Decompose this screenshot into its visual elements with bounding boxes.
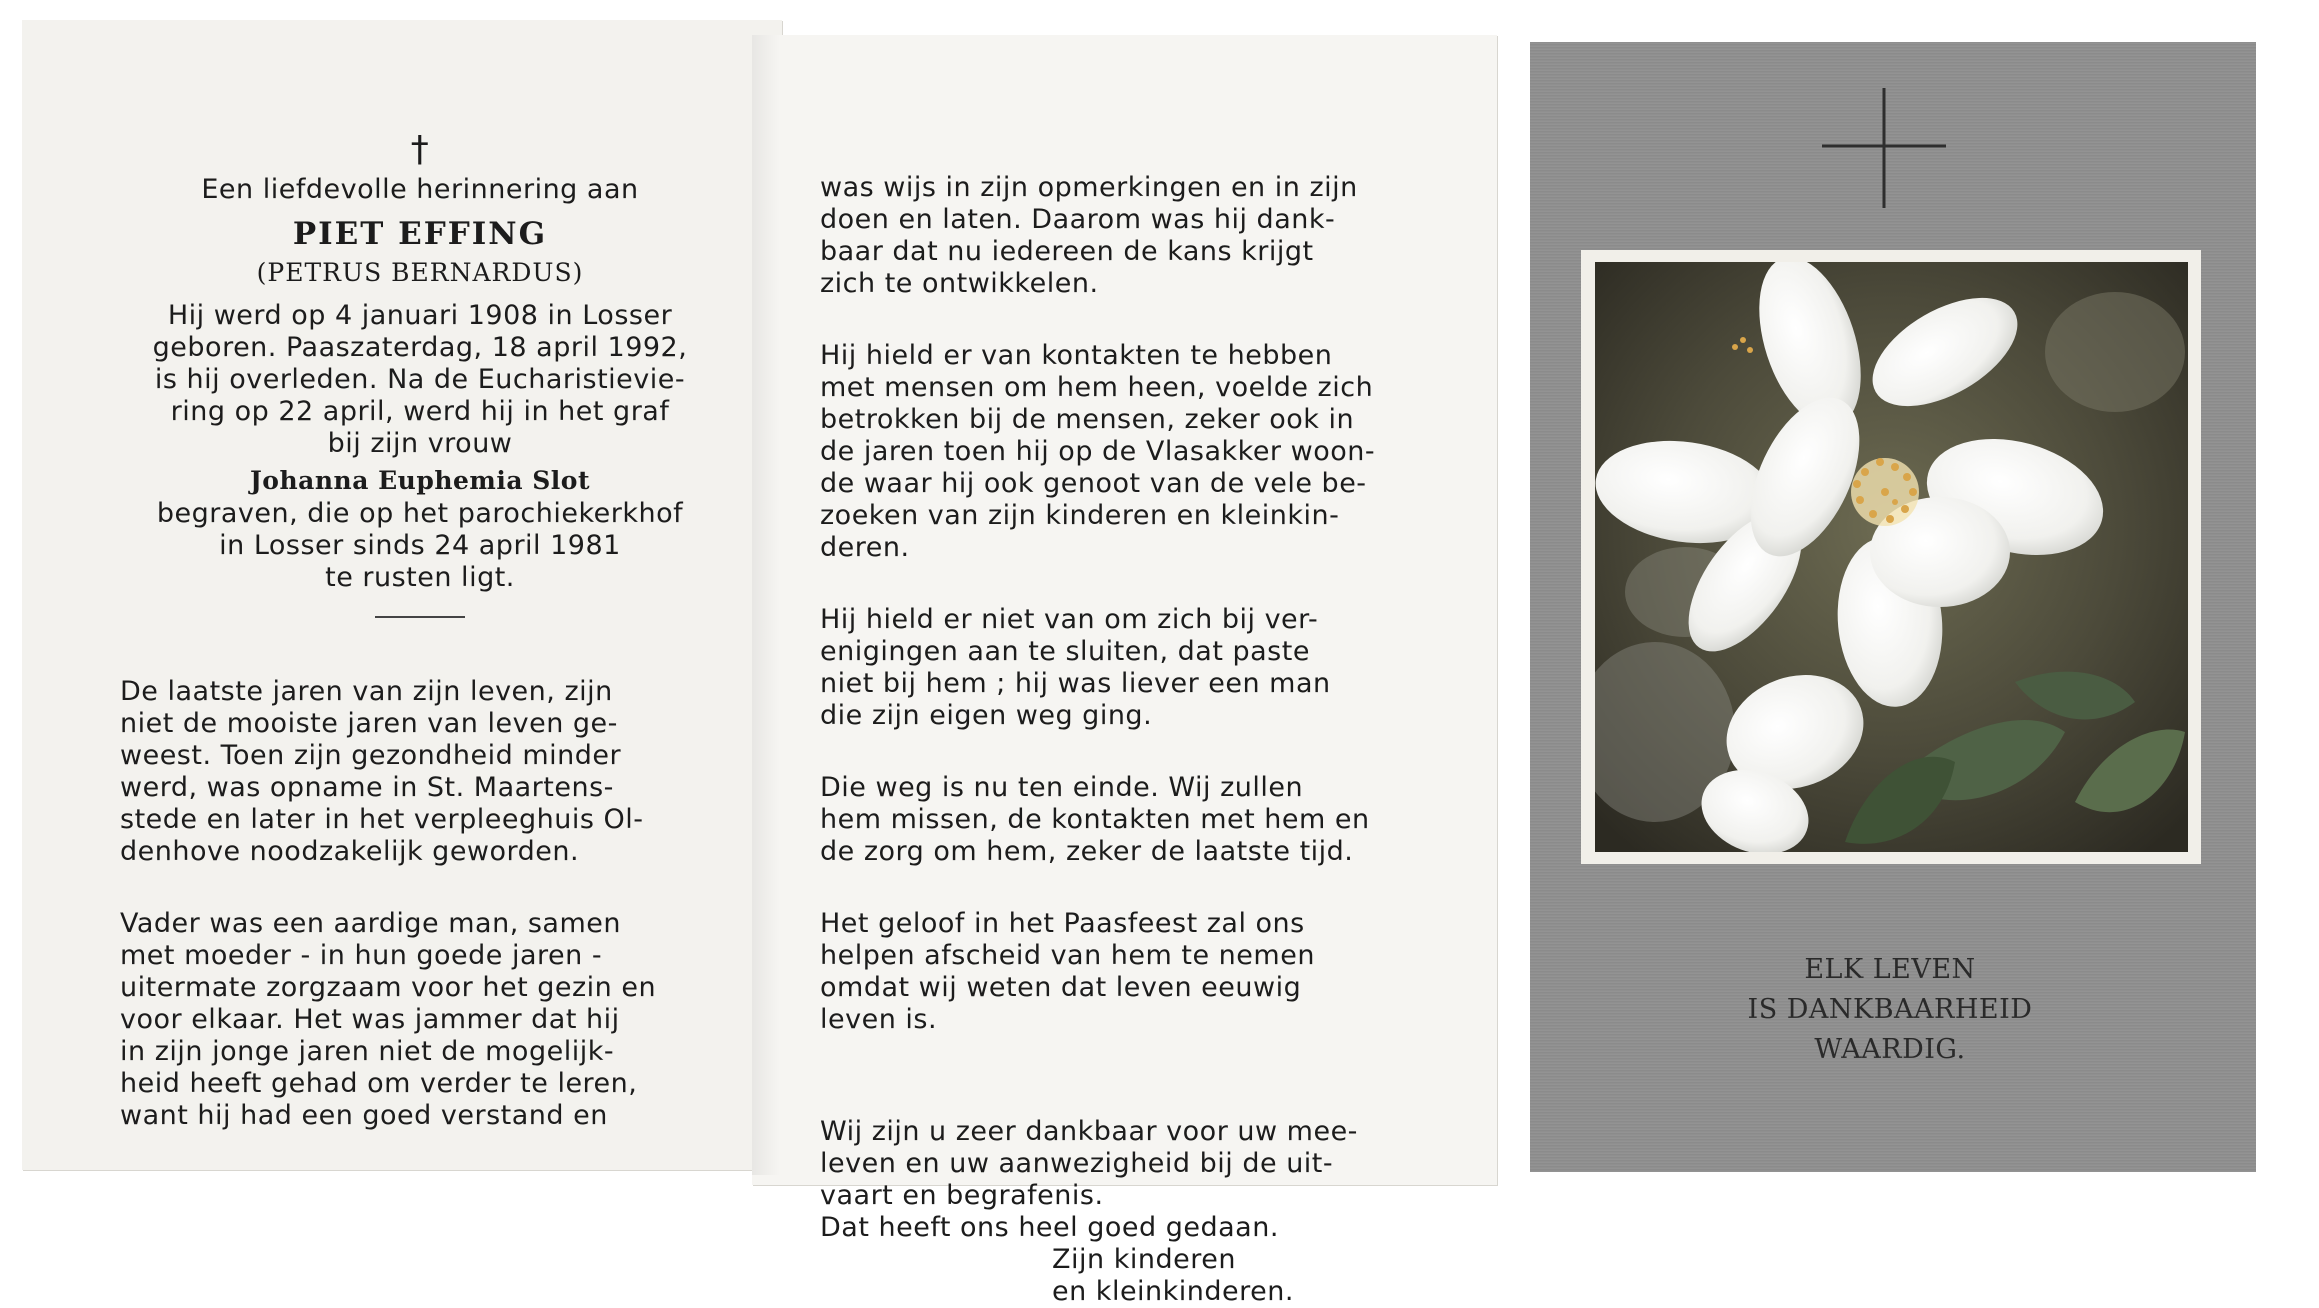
bio-line: ring op 22 april, werd hij in het graf	[170, 396, 670, 427]
text-line: zoeken van zijn kinderen en kleinkin-	[820, 500, 1340, 531]
bio-line: in Losser sinds 24 april 1981	[219, 530, 621, 561]
text-line: zich te ontwikkelen.	[820, 268, 1099, 299]
paragraph	[120, 876, 720, 1132]
text-line: Vader was een aardige man, samen	[120, 908, 621, 939]
text-line: was wijs in zijn opmerkingen en in zijn	[820, 172, 1358, 203]
text-line: voor elkaar. Het was jammer dat hij	[120, 1004, 620, 1035]
bio-line: is hij overleden. Na de Eucharistievie-	[154, 364, 686, 395]
signature	[820, 1244, 1440, 1308]
motto	[1600, 950, 2180, 1070]
text-line: enigingen aan te sluiten, dat paste	[820, 636, 1310, 667]
text-line: De laatste jaren van zijn leven, zijn	[120, 676, 613, 707]
text-line: niet bij hem ; hij was liever een man	[820, 668, 1331, 699]
text-line: werd, was opname in St. Maartens-	[120, 772, 614, 803]
text-line: baar dat nu iedereen de kans krijgt	[820, 236, 1314, 267]
text-line: Hij hield er niet van om zich bij ver-	[820, 604, 1319, 635]
text-line: heid heeft gehad om verder te leren,	[120, 1068, 638, 1099]
divider	[375, 616, 465, 618]
paragraph	[820, 572, 1440, 732]
paragraph	[820, 140, 1440, 300]
intro-line: Een liefdevolle herinnering aan	[201, 174, 639, 205]
text-line: leven is.	[820, 1004, 938, 1035]
text-line: met moeder - in hun goede jaren -	[120, 940, 603, 971]
deceased-full-name: (PETRUS BERNARDUS)	[256, 258, 584, 287]
cross-icon	[1822, 88, 1946, 208]
flower-photo	[1595, 262, 2188, 852]
text-line: weest. Toen zijn gezondheid minder	[120, 740, 622, 771]
text-line: hem missen, de kontakten met hem en	[820, 804, 1370, 835]
wife-intro: bij zijn vrouw	[327, 428, 513, 459]
paragraph	[820, 308, 1440, 564]
text-line: de waar hij ook genoot van de vele be-	[820, 468, 1367, 499]
wife-name: Johanna Euphemia Slot	[249, 466, 591, 495]
bio-line: geboren. Paaszaterdag, 18 april 1992,	[152, 332, 688, 363]
text-line: betrokken bij de mensen, zeker ook in	[820, 404, 1355, 435]
text-line: stede en later in het verpleeghuis Ol-	[120, 804, 644, 835]
text-line: Het geloof in het Paasfeest zal ons	[820, 908, 1305, 939]
bio-line: begraven, die op het parochiekerkhof	[156, 498, 684, 529]
text-line: Die weg is nu ten einde. Wij zullen	[820, 772, 1304, 803]
left-page-text	[120, 130, 720, 1140]
text-line: leven en uw aanwezigheid bij de uit-	[820, 1148, 1334, 1179]
deceased-name: PIET EFFING	[292, 216, 548, 252]
middle-page-text	[820, 140, 1440, 1308]
motto-line: ELK LEVEN	[1804, 954, 1976, 985]
paragraph	[120, 644, 720, 868]
cross-icon: †	[410, 129, 430, 170]
text-line: Hij hield er van kontakten te hebben	[820, 340, 1333, 371]
text-line: omdat wij weten dat leven eeuwig	[820, 972, 1302, 1003]
text-line: uitermate zorgzaam voor het gezin en	[120, 972, 657, 1003]
biography-block	[120, 300, 720, 594]
spacer	[820, 1044, 1440, 1084]
text-line: helpen afscheid van hem te nemen	[820, 940, 1315, 971]
text-line: want hij had een goed verstand en	[120, 1100, 608, 1131]
text-line: doen en laten. Daarom was hij dank-	[820, 204, 1336, 235]
text-line: Dat heeft ons heel goed gedaan.	[820, 1212, 1279, 1243]
motto-line: WAARDIG.	[1814, 1034, 1966, 1065]
signature-line: Zijn kinderen	[1052, 1244, 1236, 1275]
text-line: denhove noodzakelijk geworden.	[120, 836, 580, 867]
text-line: Wij zijn u zeer dankbaar voor uw mee-	[820, 1116, 1358, 1147]
text-line: deren.	[820, 532, 910, 563]
text-line: met mensen om hem heen, voelde zich	[820, 372, 1374, 403]
bio-line: te rusten ligt.	[325, 562, 515, 593]
motto-line: IS DANKBAARHEID	[1747, 994, 2033, 1025]
fold-shadow	[752, 35, 780, 1175]
text-line: vaart en begrafenis.	[820, 1180, 1104, 1211]
white-flower-icon	[1595, 262, 2188, 852]
text-line: in zijn jonge jaren niet de mogelijk-	[120, 1036, 615, 1067]
text-line: de zorg om hem, zeker de laatste tijd.	[820, 836, 1354, 867]
text-line: de jaren toen hij op de Vlasakker woon-	[820, 436, 1376, 467]
paragraph	[820, 740, 1440, 868]
paragraph	[820, 876, 1440, 1036]
thanks-paragraph	[820, 1084, 1440, 1244]
text-line: die zijn eigen weg ging.	[820, 700, 1153, 731]
text-line: niet de mooiste jaren van leven ge-	[120, 708, 618, 739]
bio-line: Hij werd op 4 januari 1908 in Losser	[167, 300, 673, 331]
signature-line: en kleinkinderen.	[1052, 1276, 1294, 1307]
